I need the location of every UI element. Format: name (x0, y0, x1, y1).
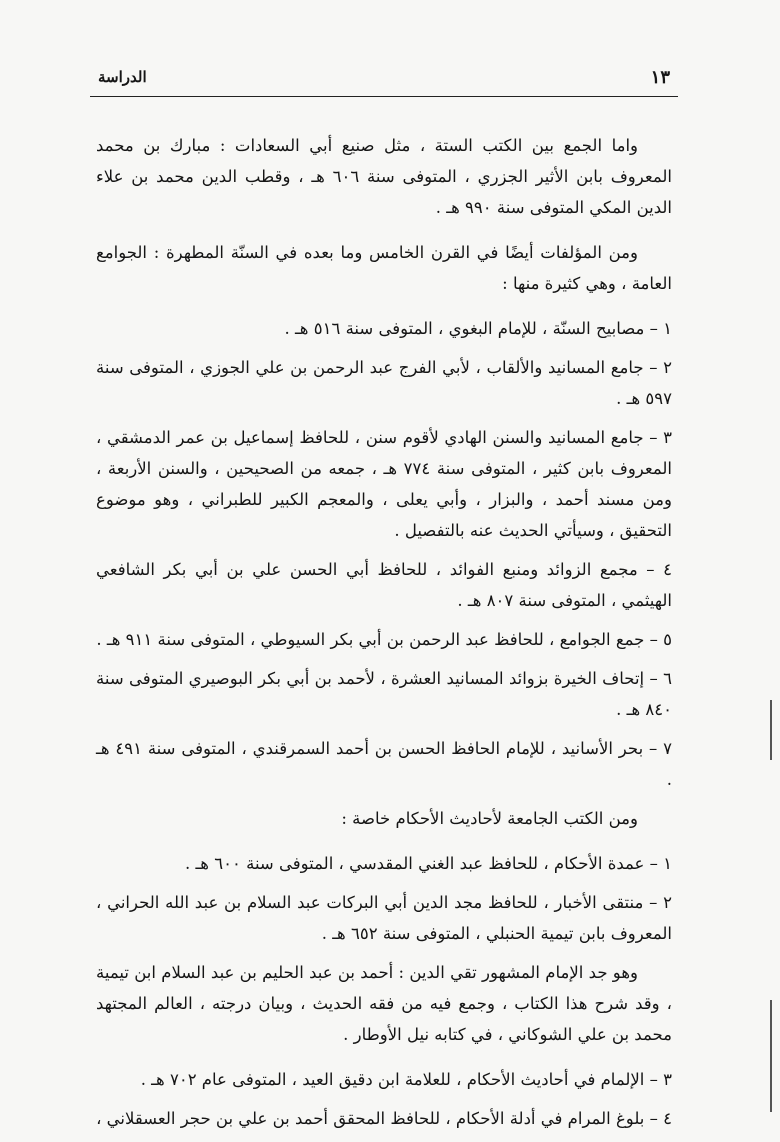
page-edge-mark (770, 700, 772, 760)
page-number: ١٣ (650, 66, 670, 88)
list-item: ٢ – جامع المسانيد والألقاب ، لأبي الفرج عبد الرحمن بن علي الجوزي ، المتوفى سنة ٥٩٧ هـ . (96, 358, 672, 408)
header-title: الدراسة (98, 68, 147, 86)
paragraph: وهو جد الإمام المشهور تقي الدين : أحمد بن عبد الحليم بن عبد السلام ابن تيمية ، وقد شرح هذا الكتاب ، وجمع فيه من فقه الحديث ، وبيان درجته ، العالم المجتهد محمد بن علي الشوكاني ، في كتابه نيل الأوطار . (96, 963, 672, 1044)
paragraph: واما الجمع بين الكتب الستة ، مثل صنيع أبي السعادات : مبارك بن محمد المعروف بابن الأثير الجزري ، المتوفى سنة ٦٠٦ هـ ، وقطب الدين محمد بن علاء الدين المكي المتوفى سنة ٩٩٠ هـ . (96, 136, 672, 217)
list-item: ١ – عمدة الأحكام ، للحافظ عبد الغني المقدسي ، المتوفى سنة ٦٠٠ هـ . (184, 854, 672, 873)
page-body (96, 130, 672, 1142)
header-rule (90, 96, 678, 97)
paragraph: ومن الكتب الجامعة لأحاديث الأحكام خاصة : (341, 809, 638, 828)
list-item: ٢ – منتقى الأخبار ، للحافظ مجد الدين أبي البركات عبد السلام بن عبد الله الحراني ، المعروف بابن تيمية الحنبلي ، المتوفى سنة ٦٥٢ هـ . (96, 893, 672, 943)
list-item: ١ – مصابيح السنّة ، للإمام البغوي ، المتوفى سنة ٥١٦ هـ . (284, 319, 672, 338)
running-header (98, 62, 670, 92)
list-item: ٤ – بلوغ المرام في أدلة الأحكام ، للحافظ المحقق أحمد بن علي بن حجر العسقلاني ، (96, 1109, 672, 1128)
list-item: ٣ – جامع المسانيد والسنن الهادي لأقوم سنن ، للحافظ إسماعيل بن عمر الدمشقي ، المعروف بابن كثير ، المتوفى سنة ٧٧٤ هـ ، جمعه من الصحيحين ، والسنن الأربعة ، ومن مسند أحمد ، والبزار ، وأبي يعلى ، والمعجم الكبير للطبراني ، وهو موضوع التحقيق ، وسيأتي الحديث عنه بالتفصيل . (96, 428, 672, 540)
page-edge-mark (770, 1000, 772, 1112)
paragraph: ومن المؤلفات أيضًا في القرن الخامس وما بعده في السنّة المطهرة : الجوامع العامة ، وهي كثيرة منها : (96, 243, 672, 293)
list-item: ٤ – مجمع الزوائد ومنبع الفوائد ، للحافظ أبي الحسن علي بن أبي بكر الشافعي الهيثمي ، المتوفى سنة ٨٠٧ هـ . (96, 560, 672, 610)
list-item: ٧ – بحر الأسانيد ، للإمام الحافظ الحسن بن أحمد السمرقندي ، المتوفى سنة ٤٩١ هـ . (96, 739, 672, 789)
list-item: ٥ – جمع الجوامع ، للحافظ عبد الرحمن بن أبي بكر السيوطي ، المتوفى سنة ٩١١ هـ . (96, 630, 672, 649)
list-item: ٦ – إتحاف الخيرة بزوائد المسانيد العشرة ، لأحمد بن أبي بكر البوصيري المتوفى سنة ٨٤٠ هـ . (96, 669, 672, 719)
list-item: ٣ – الإلمام في أحاديث الأحكام ، للعلامة ابن دقيق العيد ، المتوفى عام ٧٠٢ هـ . (140, 1070, 672, 1089)
